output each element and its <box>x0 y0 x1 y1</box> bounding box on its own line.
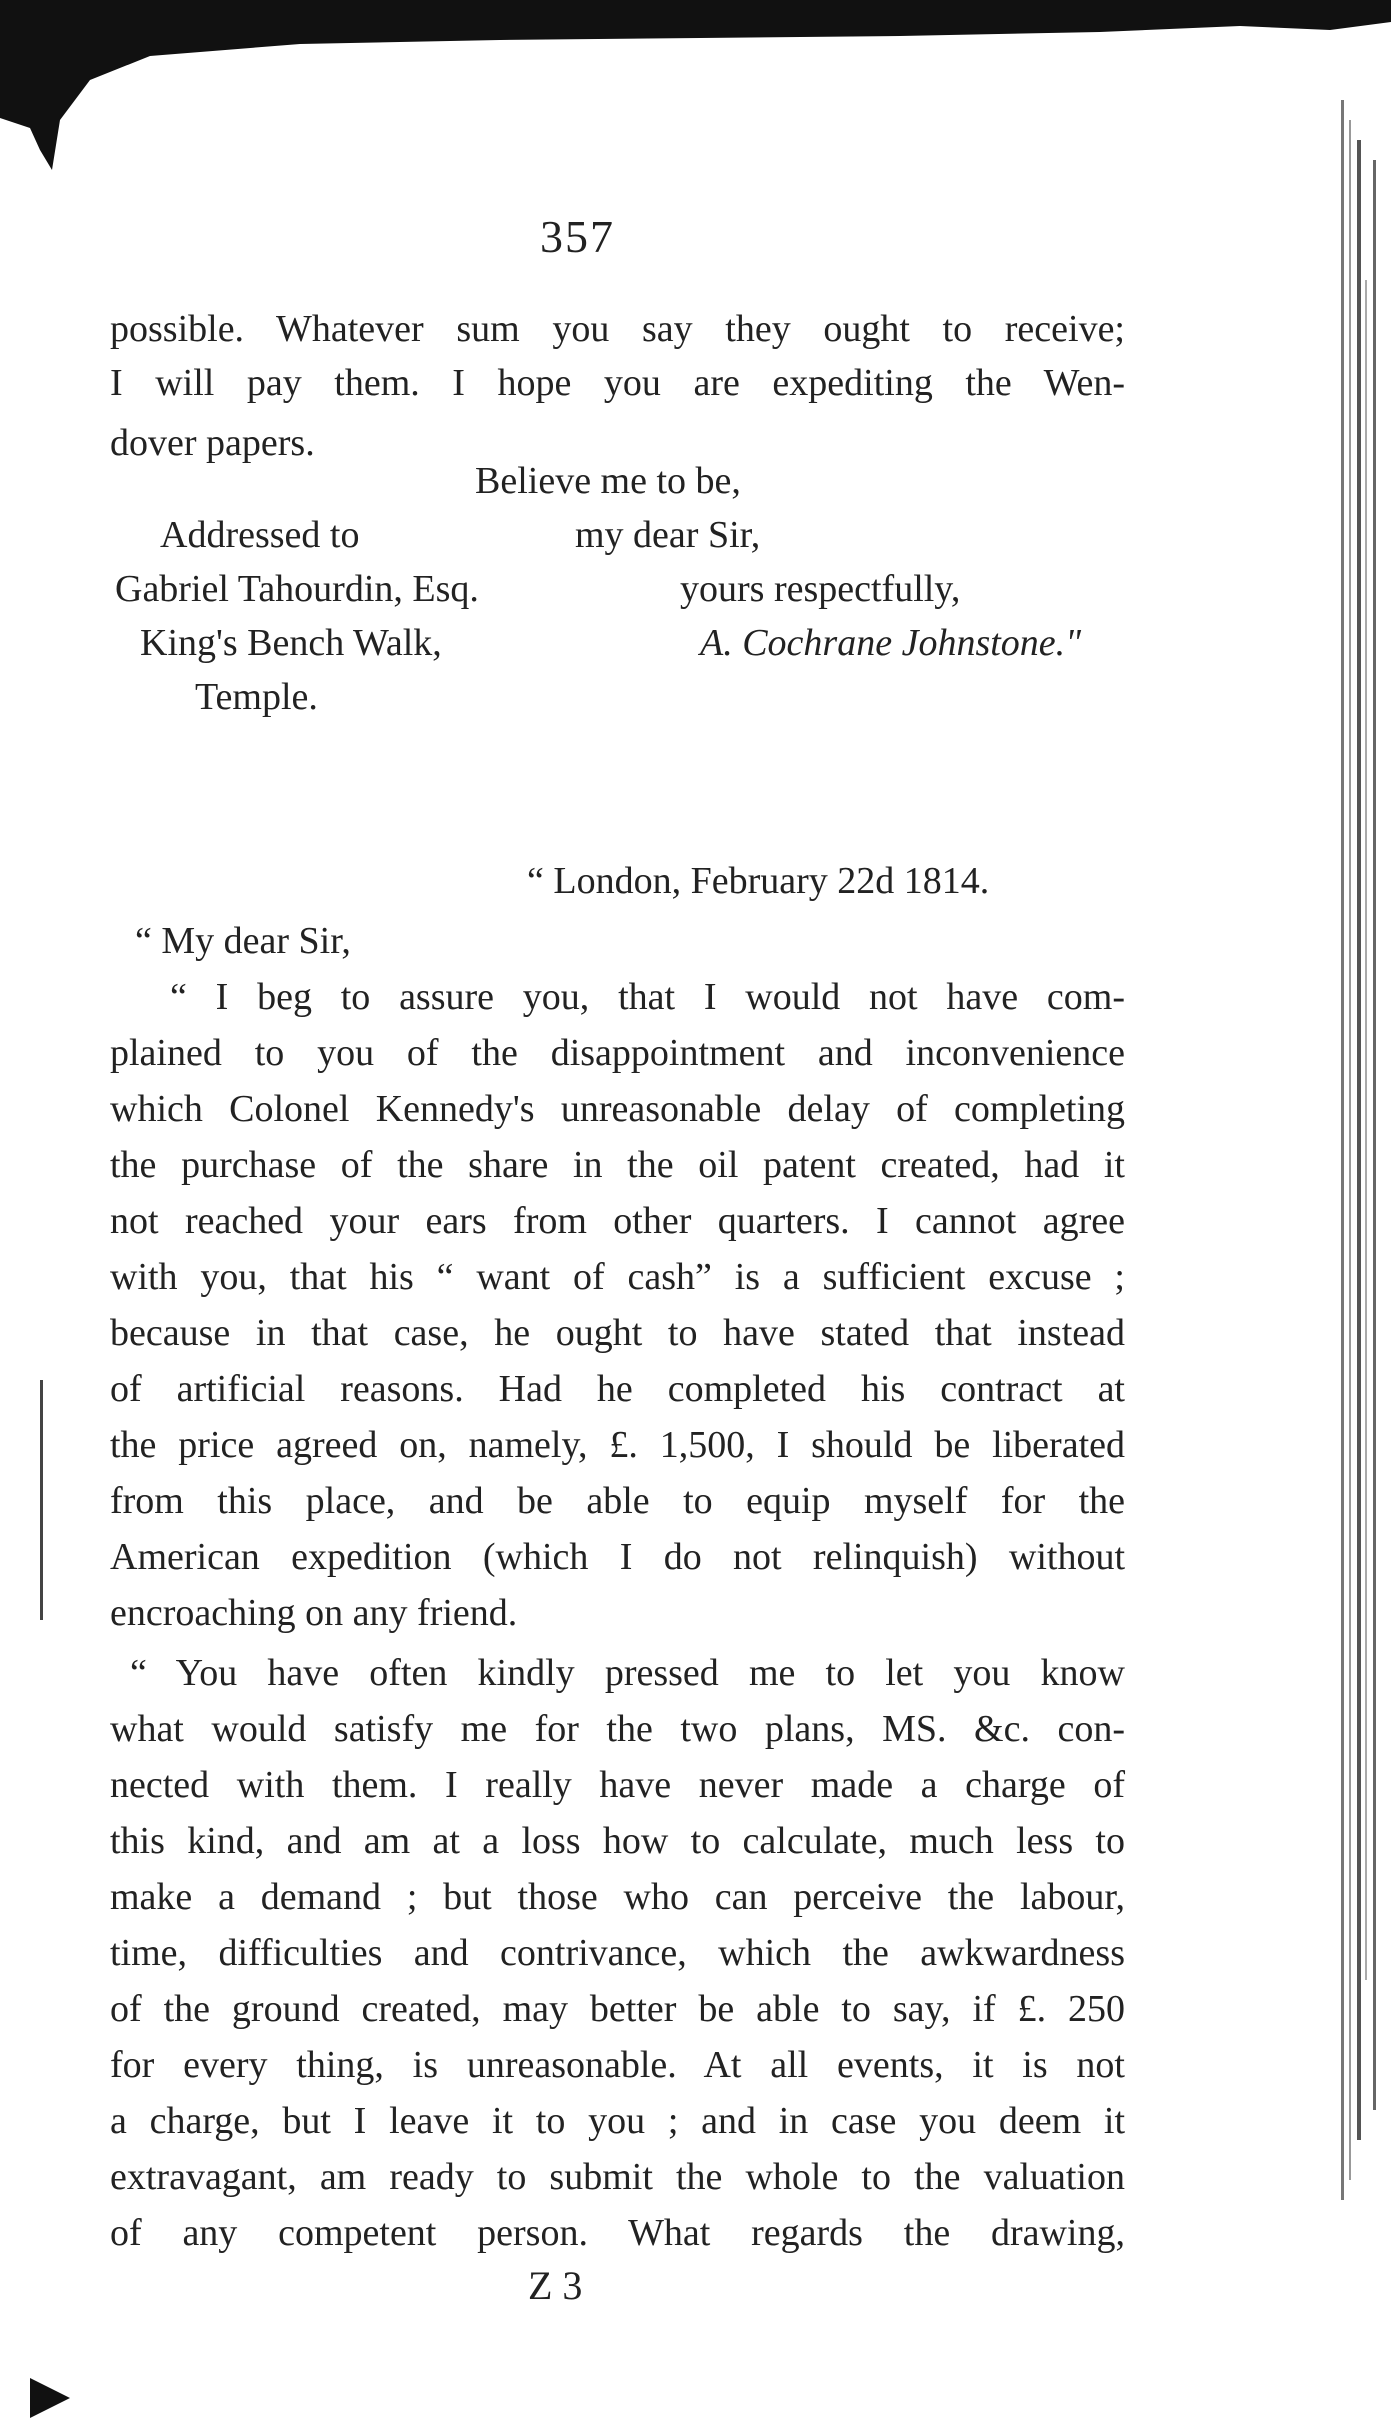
text-line: a charge, but I leave it to you ; and in case you deem it <box>110 2100 1125 2142</box>
scan-edge-shadow <box>0 0 1391 170</box>
text-line: encroaching on any friend. <box>110 1592 518 1634</box>
text-line: American expedition (which I do not relinquish) without <box>110 1536 1125 1578</box>
address-label: Addressed to <box>160 514 360 556</box>
text-line: “ You have often kindly pressed me to let you know <box>130 1652 1125 1694</box>
text-line: plained to you of the disappointment and inconvenience <box>110 1032 1125 1074</box>
text-line: extravagant, am ready to submit the whole to the valuation <box>110 2156 1125 2198</box>
text-line: for every thing, is unreasonable. At all events, it is not <box>110 2044 1125 2086</box>
text-line: of any competent person. What regards the drawing, <box>110 2212 1125 2254</box>
text-line: because in that case, he ought to have stated that instead <box>110 1312 1125 1354</box>
text-line: from this place, and be able to equip myself for the <box>110 1480 1125 1522</box>
text-line: of artificial reasons. Had he completed his contract at <box>110 1368 1125 1410</box>
text-line: which Colonel Kennedy's unreasonable delay of completing <box>110 1088 1125 1130</box>
closing-salutation: my dear Sir, <box>575 514 761 556</box>
text-line: I will pay them. I hope you are expediting the Wen- <box>110 362 1125 404</box>
text-line: with you, that his “ want of cash” is a sufficient excuse ; <box>110 1256 1125 1298</box>
text-line: possible. Whatever sum you say they ought to receive; <box>110 308 1125 350</box>
text-line: what would satisfy me for the two plans, MS. &c. con- <box>110 1708 1125 1750</box>
page-number: 357 <box>540 211 615 262</box>
printer-signature: Z 3 <box>528 2263 583 2308</box>
scan-corner-mark <box>0 2338 200 2428</box>
closing-believe: Believe me to be, <box>475 460 741 502</box>
text-line: not reached your ears from other quarters. I cannot agree <box>110 1200 1125 1242</box>
text-line: nected with them. I really have never made a charge of <box>110 1764 1125 1806</box>
closing-yours: yours respectfully, <box>680 568 961 610</box>
letter-dateline: “ London, February 22d 1814. <box>527 860 990 902</box>
letter-greeting: “ My dear Sir, <box>135 920 351 962</box>
address-name: Gabriel Tahourdin, Esq. <box>115 568 479 610</box>
address-place: Temple. <box>195 676 318 718</box>
text-line: the price agreed on, namely, £. 1,500, I should be liberated <box>110 1424 1125 1466</box>
text-line: this kind, and am at a loss how to calculate, much less to <box>110 1820 1125 1862</box>
text-line: of the ground created, may better be able to say, if £. 250 <box>110 1988 1125 2030</box>
text-line: “ I beg to assure you, that I would not have com- <box>170 976 1125 1018</box>
text-line: time, difficulties and contrivance, which the awkwardness <box>110 1932 1125 1974</box>
text-line: make a demand ; but those who can perceive the labour, <box>110 1876 1125 1918</box>
address-street: King's Bench Walk, <box>140 622 442 664</box>
scan-right-edge <box>1331 80 1391 2280</box>
margin-mark <box>40 1380 43 1620</box>
closing-signature: A. Cochrane Johnstone." <box>700 622 1082 664</box>
text-line: the purchase of the share in the oil patent created, had it <box>110 1144 1125 1186</box>
text-line: dover papers. <box>110 422 315 464</box>
